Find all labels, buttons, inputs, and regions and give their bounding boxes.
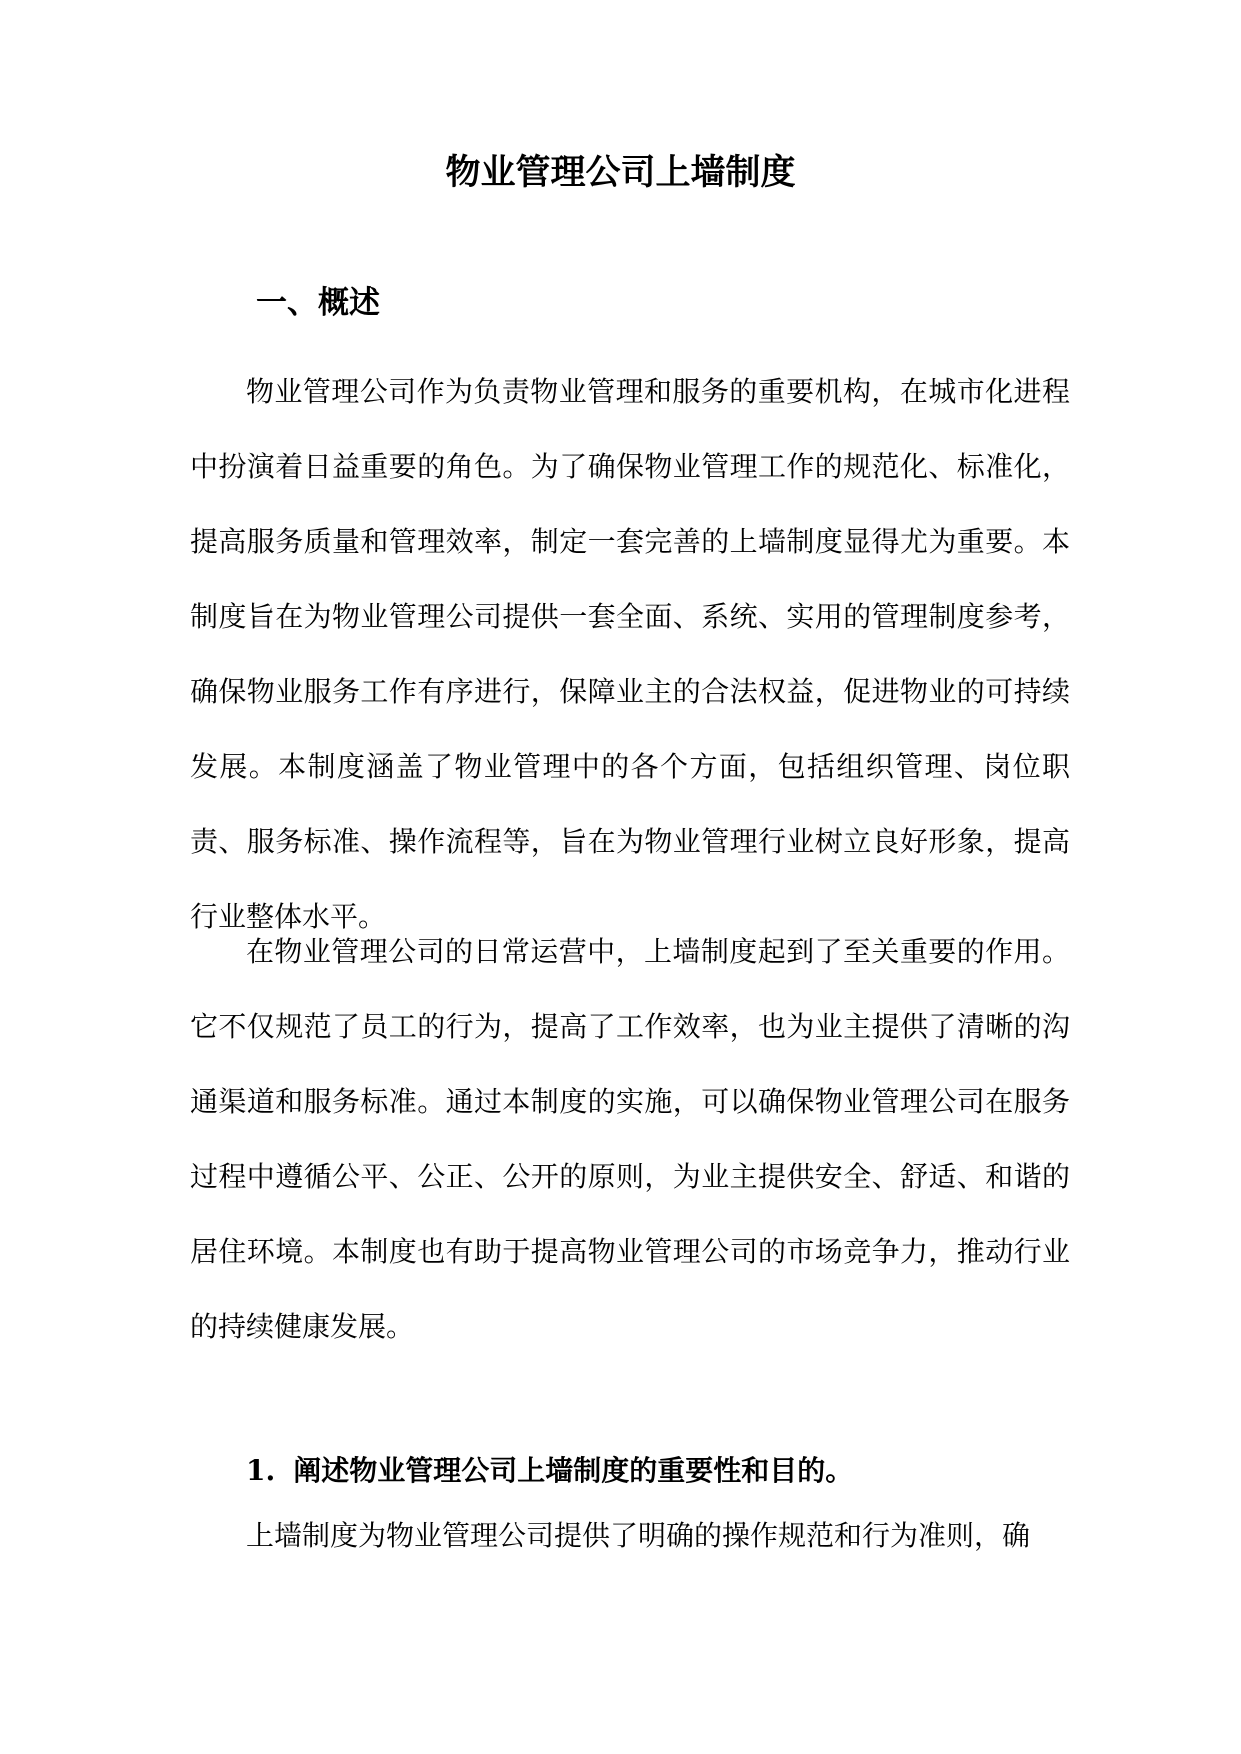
subsection-number: 1. — [246, 1454, 276, 1487]
paragraph: 物业管理公司作为负责物业管理和服务的重要机构，在城市化进程中扮演着日益重要的角色。为了确保物业管理工作的规范化、标准化，提高服务质量和管理效率，制定一套完善的上墙制度显得尤为重要。本制度旨在为物业管理公司提供一套全面、系统、实用的管理制度参考，确保物业服务工作有序进行，保障业主的合法权益，促进物业的可持续发展。本制度涵盖了物业管理中的各个方面，包括组织管理、岗位职责、服务标准、操作流程等，旨在为物业管理行业树立良好形象，提高行业整体水平。 — [190, 375, 1070, 933]
section-heading-overview: 一、概述 — [256, 285, 380, 321]
subsection-heading — [246, 1449, 853, 1493]
paragraph: 上墙制度为物业管理公司提供了明确的操作规范和行为准则，确 — [246, 1519, 1031, 1552]
document-title: 物业管理公司上墙制度 — [445, 152, 796, 193]
subsection-heading-text: 阐述物业管理公司上墙制度的重要性和目的。 — [293, 1454, 854, 1487]
paragraph: 在物业管理公司的日常运营中，上墙制度起到了至关重要的作用。它不仅规范了员工的行为，提高了工作效率，也为业主提供了清晰的沟通渠道和服务标准。通过本制度的实施，可以确保物业管理公司在服务过程中遵循公平、公正、公开的原则，为业主提供安全、舒适、和谐的居住环境。本制度也有助于提高物业管理公司的市场竞争力，推动行业的持续健康发展。 — [190, 935, 1070, 1343]
